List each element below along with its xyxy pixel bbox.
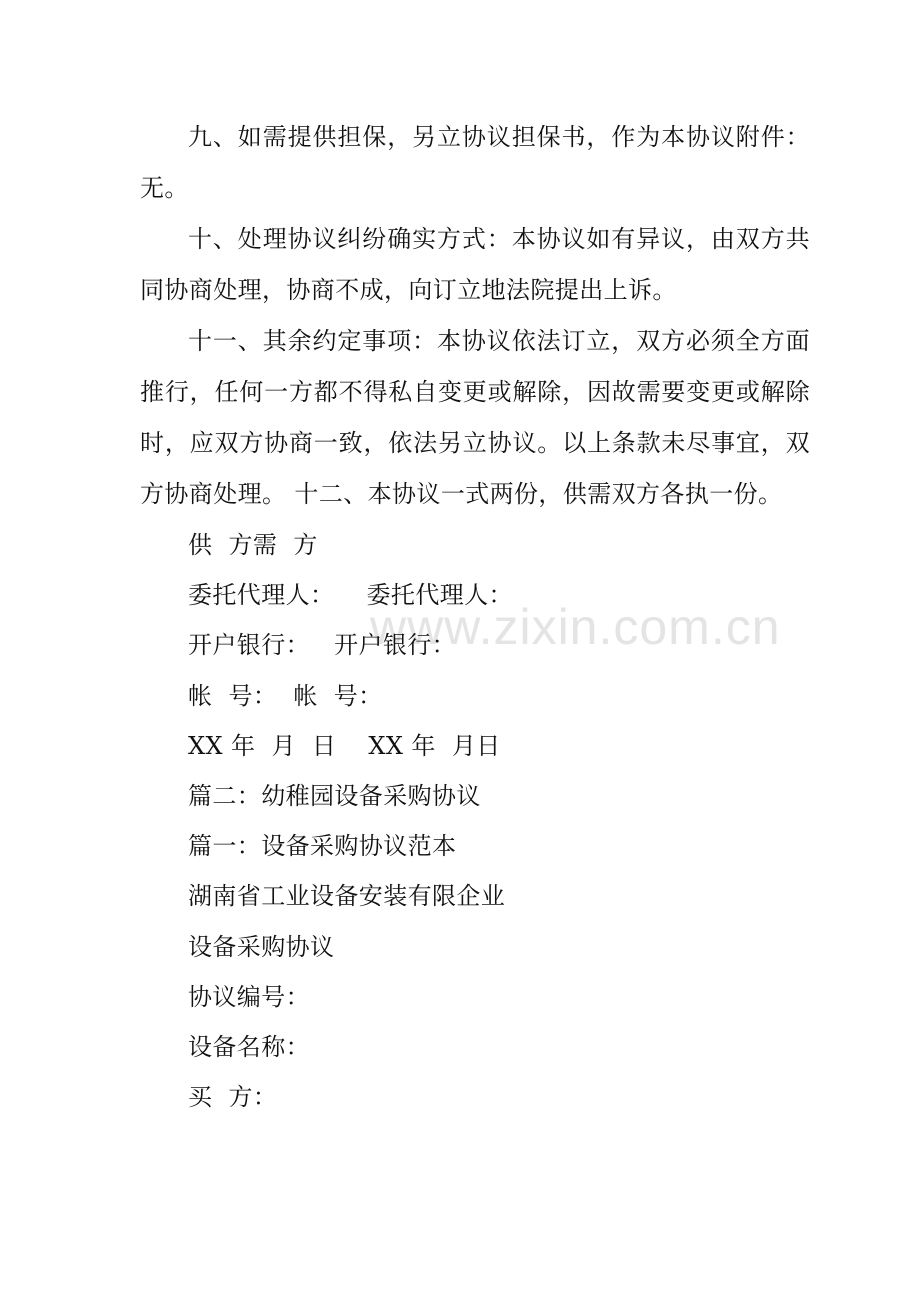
clause-9: 九、如需提供担保，另立协议担保书，作为本协议附件：无。 [140,123,810,202]
section-title-2: 篇二：幼稚园设备采购协议 [188,782,481,811]
agreement-number-label: 协议编号： [188,982,310,1011]
agreement-title: 设备采购协议 [188,932,335,961]
section-title-1: 篇一：设备采购协议范本 [188,832,457,861]
agent-line: 委托代理人： 委托代理人： [188,581,513,610]
buyer-label: 买 方： [188,1083,278,1112]
company-name: 湖南省工业设备安装有限企业 [188,882,506,911]
bank-line: 开户银行： 开户银行： [188,631,457,660]
document-body [140,112,810,1122]
date-line: XX 年 月 日 XX 年 月日 [188,731,501,760]
watermark: www.zixin.com.cn [370,599,781,655]
clause-11-12: 十一、其余约定事项：本协议依法订立，双方必须全方面推行，任何一方都不得私自变更或解除，因故需要变更或解除时，应双方协商一致，依法另立协议。以上条款未尽事宜，双方协商处理。 十二、本协议一式两份，供需双方各执一份。 [140,327,810,508]
party-header-line: 供 方需 方 [188,531,318,559]
equipment-name-label: 设备名称： [188,1033,310,1062]
account-line: 帐 号： 帐 号： [188,681,383,710]
clause-10: 十、处理协议纠纷确实方式：本协议如有异议，由双方共同协商处理，协商不成，向订立地法院提出上诉。 [140,225,810,304]
